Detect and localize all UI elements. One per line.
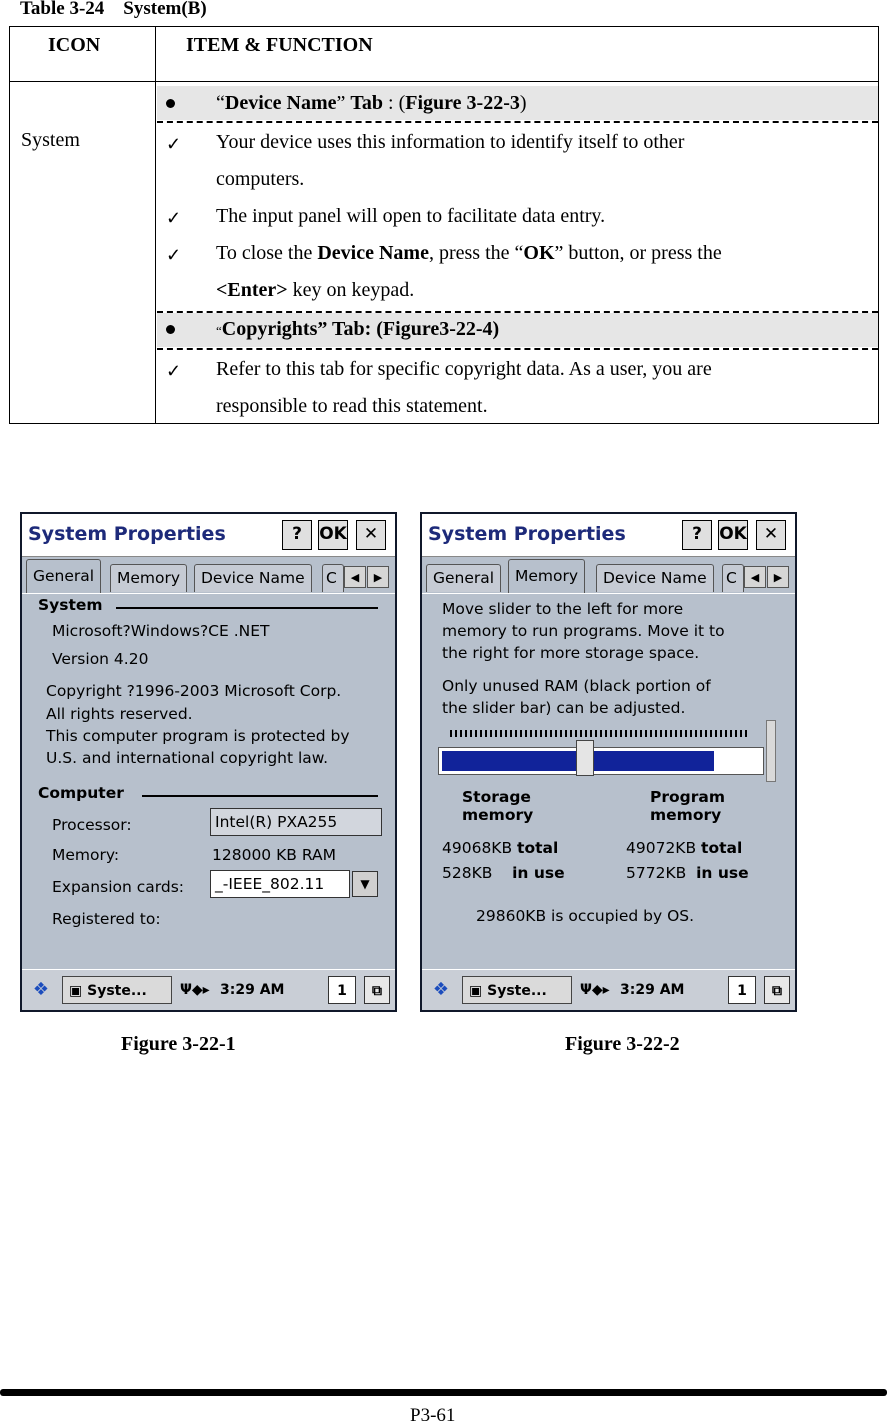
program-in-use: 5772KB in use xyxy=(626,864,749,882)
row-input-panel: The input panel will open to facilitate data entry. xyxy=(216,205,606,227)
computer-rule xyxy=(142,795,378,797)
os-version: Version 4.20 xyxy=(52,650,149,668)
desktop-icon[interactable]: ⧉ xyxy=(764,976,790,1004)
tab-device-name[interactable]: Device Name xyxy=(596,564,714,592)
memory-description-line: Move slider to the left for more xyxy=(442,600,684,618)
tab-memory[interactable]: Memory xyxy=(508,559,585,593)
tab-strip xyxy=(22,556,395,594)
taskbar xyxy=(422,969,795,1010)
slider-ticks xyxy=(450,730,750,737)
memory-note-line: Only unused RAM (black portion of xyxy=(442,677,711,695)
tab-scroll-right-icon[interactable]: ▶ xyxy=(767,566,789,588)
close-button[interactable]: ✕ xyxy=(356,520,386,550)
dashed-divider xyxy=(157,348,878,350)
close-button[interactable]: ✕ xyxy=(756,520,786,550)
memory-note-line: the slider bar) can be adjusted. xyxy=(442,699,686,717)
expansion-select[interactable]: _-IEEE_802.11 xyxy=(210,870,350,898)
processor-label: Processor: xyxy=(52,816,132,834)
memory-slider-thumb[interactable] xyxy=(576,740,594,776)
app-icon: ▣ xyxy=(469,983,488,999)
ok-button[interactable]: OK xyxy=(318,520,348,550)
storage-memory-label: Storage memory xyxy=(462,788,534,824)
system-rule xyxy=(116,607,378,609)
system-heading: System xyxy=(38,596,103,614)
header-item-function: ITEM & FUNCTION xyxy=(186,34,373,56)
copyright-line: All rights reserved. xyxy=(46,705,193,723)
ok-button[interactable]: OK xyxy=(718,520,748,550)
tab-scroll-left-icon[interactable]: ◀ xyxy=(344,566,366,588)
taskbar-task-button[interactable] xyxy=(462,976,572,1004)
computer-heading: Computer xyxy=(38,784,124,802)
checkmark-icon: ✓ xyxy=(166,245,182,265)
figure-caption-2: Figure 3-22-2 xyxy=(565,1033,680,1055)
memory-description-line: memory to run programs. Move it to xyxy=(442,622,725,640)
bullet-icon xyxy=(166,99,175,108)
row-copyright-info: Refer to this tab for specific copyright data. As a user, you are responsible to read this statement. xyxy=(216,358,712,417)
header-icon: ICON xyxy=(48,34,101,56)
row-device-name-heading: “Device Name” Tab : (Figure 3-22-3) xyxy=(216,92,527,114)
title-bar xyxy=(422,514,795,557)
title-bar xyxy=(22,514,395,557)
tab-copyrights[interactable]: C xyxy=(322,564,344,592)
taskbar-task-button[interactable] xyxy=(62,976,172,1004)
panel-border xyxy=(22,593,395,594)
checkmark-icon: ✓ xyxy=(166,208,182,228)
icon-cell-system: System xyxy=(21,129,80,151)
copyright-line: U.S. and international copyright law. xyxy=(46,749,328,767)
row-copyrights-heading: “Copyrights” Tab: (Figure3-22-4) xyxy=(216,318,500,340)
os-name: Microsoft?Windows?CE .NET xyxy=(52,622,270,640)
slider-scrollbar[interactable] xyxy=(766,720,776,782)
expansion-label: Expansion cards: xyxy=(52,878,184,896)
taskbar xyxy=(22,969,395,1010)
task-label: Syste... xyxy=(487,983,547,999)
network-icon[interactable]: Ψ◆▸ xyxy=(180,982,210,998)
page-number: P3-61 xyxy=(410,1405,456,1426)
os-memory-line: 29860KB is occupied by OS. xyxy=(476,907,695,925)
clock: 3:29 AM xyxy=(620,982,685,998)
memory-value: 128000 KB RAM xyxy=(212,846,336,864)
window-title: System Properties xyxy=(28,523,226,545)
help-button[interactable]: ? xyxy=(682,520,712,550)
clock: 3:29 AM xyxy=(220,982,285,998)
storage-in-use: 528KB in use xyxy=(442,864,565,882)
network-icon[interactable]: Ψ◆▸ xyxy=(580,982,610,998)
memory-label: Memory: xyxy=(52,846,120,864)
chevron-down-icon[interactable]: ▼ xyxy=(352,871,378,897)
windows-start-icon[interactable]: ❖ xyxy=(432,979,450,1000)
desktop-icon[interactable]: ⧉ xyxy=(364,976,390,1004)
tab-strip xyxy=(422,556,795,594)
tab-device-name[interactable]: Device Name xyxy=(194,564,312,592)
tab-general[interactable]: General xyxy=(426,564,501,592)
registered-label: Registered to: xyxy=(52,910,161,928)
windows-start-icon[interactable]: ❖ xyxy=(32,979,50,1000)
help-button[interactable]: ? xyxy=(282,520,312,550)
processor-value: Intel(R) PXA255 xyxy=(210,808,382,836)
row-device-info: Your device uses this information to identify itself to other computers. xyxy=(216,131,685,190)
header-divider xyxy=(9,81,879,82)
app-icon: ▣ xyxy=(69,983,88,999)
tab-copyrights[interactable]: C xyxy=(722,564,744,592)
copyright-line: This computer program is protected by xyxy=(46,727,350,745)
tab-scroll-right-icon[interactable]: ▶ xyxy=(367,566,389,588)
row-close-device-name: To close the Device Name, press the “OK” button, or press the <Enter> key on keypad. xyxy=(216,242,722,301)
screenshot-general-tab xyxy=(20,512,397,1012)
tab-scroll-left-icon[interactable]: ◀ xyxy=(744,566,766,588)
dashed-divider xyxy=(157,121,878,123)
panel-border xyxy=(422,593,795,594)
footer-rule xyxy=(0,1389,887,1396)
column-divider xyxy=(155,26,156,424)
checkmark-icon: ✓ xyxy=(166,134,182,154)
input-panel-icon[interactable]: 1 xyxy=(728,976,756,1004)
checkmark-icon: ✓ xyxy=(166,361,182,381)
tab-memory[interactable]: Memory xyxy=(110,564,187,592)
storage-total: 49068KB total xyxy=(442,839,559,857)
window-title: System Properties xyxy=(428,523,626,545)
memory-description-line: the right for more storage space. xyxy=(442,644,700,662)
bullet-icon xyxy=(166,325,175,334)
tab-general[interactable]: General xyxy=(26,559,101,593)
screenshot-memory-tab xyxy=(420,512,797,1012)
input-panel-icon[interactable]: 1 xyxy=(328,976,356,1004)
task-label: Syste... xyxy=(87,983,147,999)
program-total: 49072KB total xyxy=(626,839,743,857)
program-memory-label: Program memory xyxy=(650,788,726,824)
figure-caption-1: Figure 3-22-1 xyxy=(121,1033,236,1055)
copyright-line: Copyright ?1996-2003 Microsoft Corp. xyxy=(46,682,342,700)
table-title: Table 3-24 System(B) xyxy=(20,0,207,19)
